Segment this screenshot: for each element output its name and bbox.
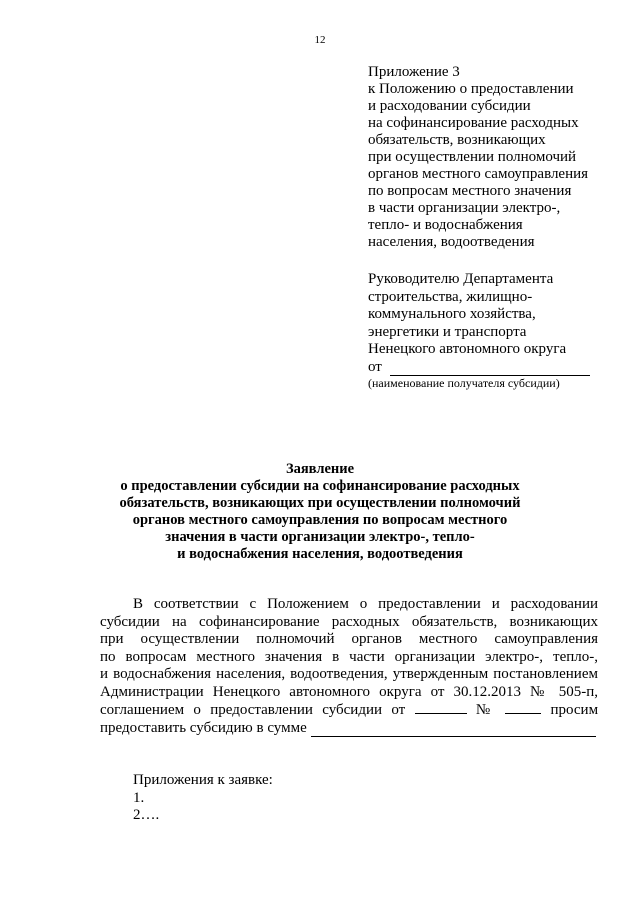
attachment-item: 2….: [133, 807, 160, 823]
appendix-line: при осуществлении полномочий: [368, 149, 577, 165]
body-line: В соответствии с Положением о предоставлении и расходовании: [133, 596, 598, 612]
appendix-line: к Положению о предоставлении: [368, 81, 574, 97]
appendix-line: органов местного самоуправления: [368, 166, 589, 182]
body-line: по вопросам местного значения в части организации электро-, тепло-,: [100, 648, 598, 665]
recipient-name-blank[interactable]: [390, 363, 590, 376]
addressee-line: энергетики и транспорта: [368, 323, 527, 340]
attachments-section: [133, 772, 273, 825]
body-line: Администрации Ненецкого автономного округа от 30.12.2013 № 505-п,: [100, 683, 598, 700]
addressee-line: коммунального хозяйства,: [368, 306, 536, 322]
body-paragraph: [100, 596, 598, 737]
agreement-line: [100, 701, 598, 720]
from-label: от: [368, 358, 382, 375]
page-number: 12: [314, 34, 326, 46]
title-line: значения в части организации электро-, тепло-: [165, 529, 475, 545]
addressee-line: Руководителю Департамента: [368, 271, 554, 287]
title-line: органов местного самоуправления по вопросам местного: [132, 512, 508, 528]
title-line: Заявление: [285, 461, 355, 477]
title-line: обязательств, возникающих при осуществлении полномочий: [119, 495, 521, 511]
appendix-line: и расходовании субсидии: [368, 98, 531, 114]
agreement-text: соглашением о предоставлении субсидии от: [100, 702, 406, 718]
title-line: и водоснабжения населения, водоотведения: [177, 546, 463, 562]
agreement-number-blank[interactable]: [505, 701, 541, 714]
amount-blank[interactable]: [311, 724, 596, 737]
addressee-line: Ненецкого автономного округа: [368, 341, 567, 357]
attachment-item: 1.: [133, 789, 145, 806]
document-title: [60, 461, 580, 563]
recipient-caption: (наименование получателя субсидии): [368, 376, 560, 390]
from-line: [368, 359, 630, 377]
agreement-date-blank[interactable]: [415, 701, 467, 714]
addressee-line: строительства, жилищно-: [368, 288, 533, 305]
addressee-block: [368, 271, 630, 391]
body-line: и водоснабжения населения, водоотведения, утвержденным постановлением: [100, 666, 598, 682]
appendix-header: [368, 64, 630, 251]
appendix-line: по вопросам местного значения: [368, 183, 572, 199]
body-line: при осуществлении полномочий органов местного самоуправления: [100, 631, 598, 647]
appendix-line: тепло- и водоснабжения: [368, 217, 523, 233]
body-line: субсидии на софинансирование расходных обязательств, возникающих: [100, 613, 598, 630]
amount-label: предоставить субсидию в сумме: [100, 719, 307, 736]
amount-line: [100, 720, 598, 738]
appendix-line: Приложение 3: [368, 64, 460, 80]
appendix-line: в части организации электро-,: [368, 200, 561, 216]
number-sign: №: [475, 702, 496, 718]
appendix-line: населения, водоотведения: [368, 234, 535, 250]
request-text: просим: [550, 702, 599, 718]
attachments-heading: Приложения к заявке:: [133, 772, 273, 788]
appendix-line: на софинансирование расходных: [368, 115, 579, 131]
appendix-line: обязательств, возникающих: [368, 132, 546, 148]
title-line: о предоставлении субсидии на софинансирование расходных: [120, 478, 520, 494]
